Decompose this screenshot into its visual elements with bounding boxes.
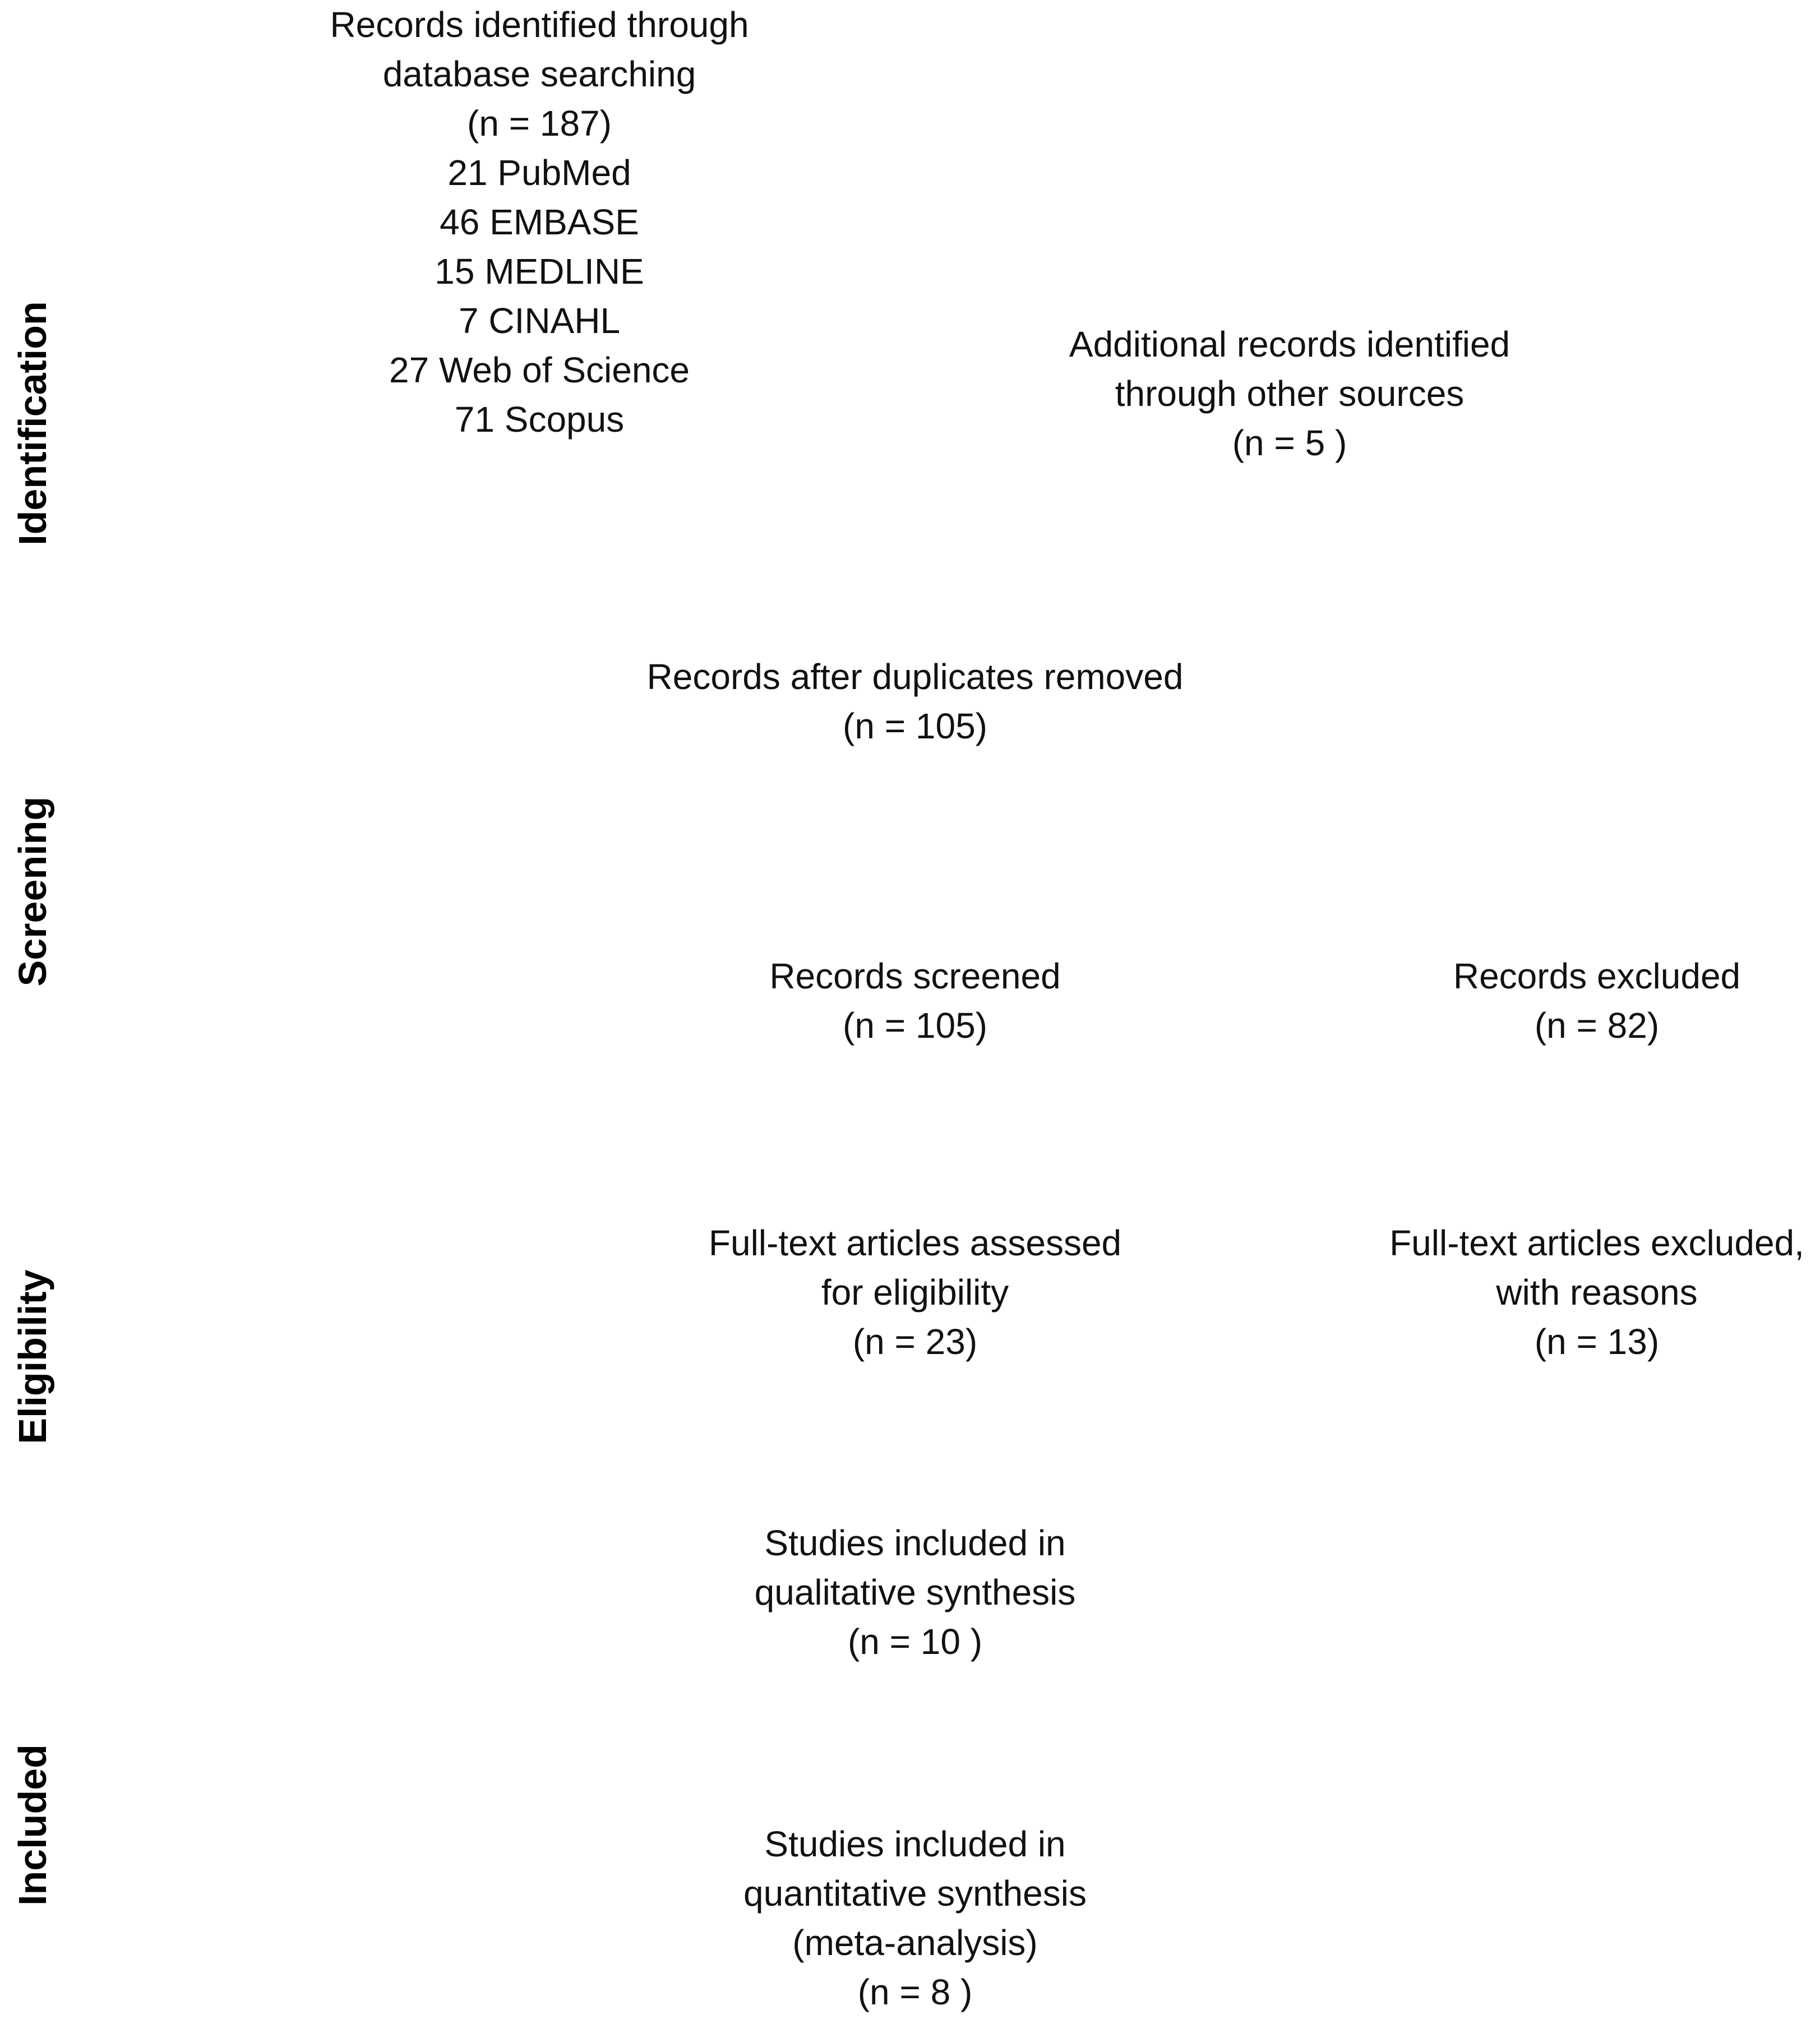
database-source-pubmed: 21 PubMed (447, 153, 631, 193)
stage-identification-label: Identification (11, 301, 54, 546)
quantitative-synthesis-line-3: (meta-analysis) (792, 1923, 1038, 1963)
qualitative-synthesis-line-1: Studies included in (764, 1523, 1066, 1563)
stage-screening-label: Screening (11, 796, 54, 987)
quantitative-synthesis-count: (n = 8 ) (857, 1972, 973, 2012)
full-text-excluded-line-1: Full-text articles excluded, (1389, 1223, 1804, 1263)
database-source-scopus: 71 Scopus (454, 399, 625, 440)
database-search-box (330, 0, 749, 444)
database-search-count: (n = 187) (467, 103, 612, 144)
duplicates-removed-count: (n = 105) (843, 706, 987, 746)
qualitative-synthesis-box (755, 1518, 1076, 1666)
records-excluded-box (1453, 951, 1740, 1050)
stage-included-label: Included (11, 1744, 54, 1906)
database-source-embase: 46 EMBASE (440, 202, 639, 242)
full-text-assessed-line-2: for eligibility (821, 1272, 1009, 1313)
quantitative-synthesis-line-1: Studies included in (764, 1824, 1066, 1864)
quantitative-synthesis-box (743, 1819, 1087, 2017)
other-sources-box (1069, 320, 1510, 468)
full-text-assessed-box (709, 1218, 1121, 1366)
full-text-excluded-box (1389, 1218, 1804, 1366)
other-sources-line-1: Additional records identified (1069, 324, 1510, 364)
records-screened-box (769, 951, 1060, 1050)
full-text-assessed-line-1: Full-text articles assessed (708, 1223, 1122, 1263)
records-excluded-count: (n = 82) (1534, 1005, 1660, 1046)
database-source-medline: 15 MEDLINE (435, 251, 644, 292)
records-screened-count: (n = 105) (843, 1005, 987, 1046)
records-screened-line-1: Records screened (769, 956, 1061, 996)
database-search-line-1: Records identified through (330, 4, 749, 45)
quantitative-synthesis-line-2: quantitative synthesis (743, 1873, 1087, 1914)
full-text-excluded-line-2: with reasons (1496, 1272, 1698, 1313)
records-excluded-line-1: Records excluded (1453, 956, 1741, 996)
full-text-excluded-count: (n = 13) (1534, 1321, 1660, 1362)
other-sources-line-2: through other sources (1115, 373, 1465, 414)
qualitative-synthesis-count: (n = 10 ) (847, 1621, 983, 1662)
database-source-web-of-science: 27 Web of Science (389, 350, 690, 390)
full-text-assessed-count: (n = 23) (852, 1321, 978, 1362)
stage-eligibility-label: Eligibility (11, 1269, 54, 1444)
duplicates-removed-box (647, 652, 1184, 751)
qualitative-synthesis-line-2: qualitative synthesis (754, 1572, 1076, 1612)
database-search-line-2: database searching (382, 54, 696, 94)
other-sources-count: (n = 5 ) (1232, 423, 1347, 463)
database-source-cinahl: 7 CINAHL (458, 301, 621, 341)
duplicates-removed-line-1: Records after duplicates removed (646, 657, 1184, 697)
